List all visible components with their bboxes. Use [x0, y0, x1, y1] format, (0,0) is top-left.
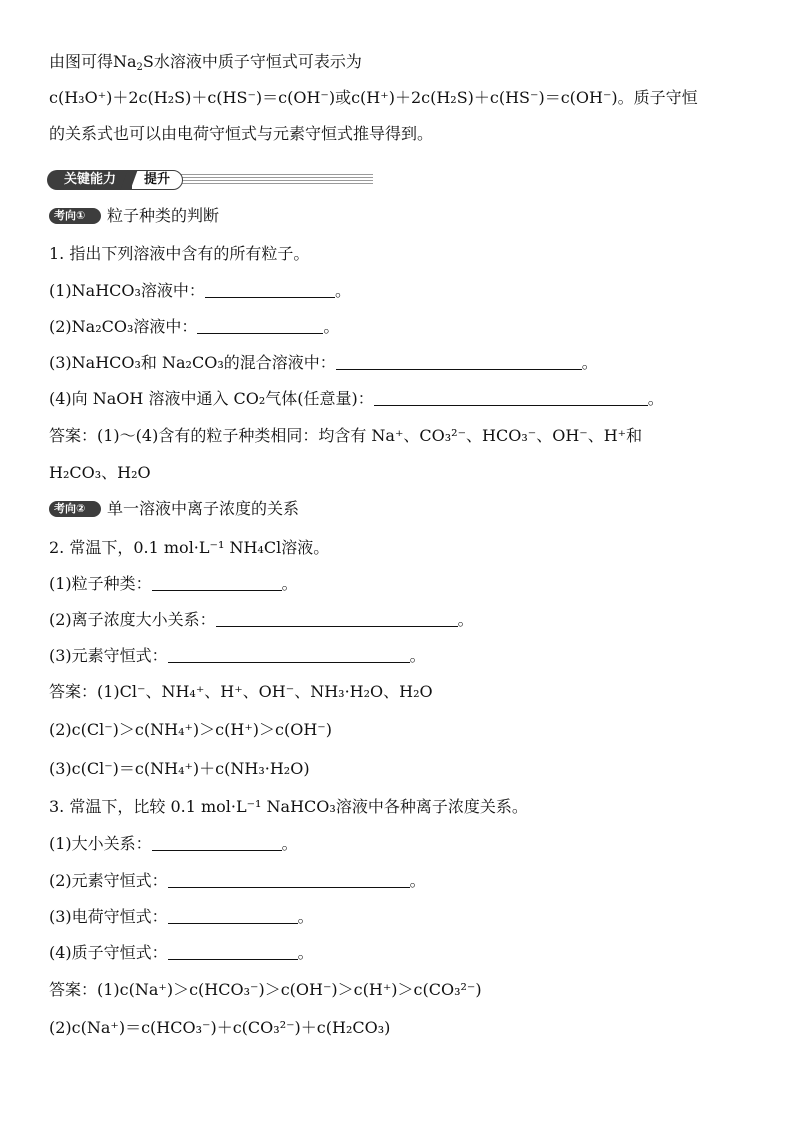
q2-answer-line-2: (2)c(Cl⁻)＞c(NH₄⁺)＞c(H⁺)＞c(OH⁻) — [49, 720, 332, 739]
q1-answer-line-1: 答案：(1)～(4)含有的粒子种类相同：均含有 Na⁺、CO₃²⁻、HCO₃⁻、OH⁻、H⁺和 — [49, 426, 643, 445]
q2-answer-line-1: 答案：(1)Cl⁻、NH₄⁺、H⁺、OH⁻、NH₃·H₂O、H₂O — [49, 682, 433, 701]
q1-part-2: (2)Na₂CO₃溶液中： 。 — [49, 317, 340, 336]
q3-stem: 3. 常温下，比较 0.1 mol·L⁻¹ NaHCO₃溶液中各种离子浓度关系。 — [49, 797, 528, 816]
answer-blank[interactable] — [152, 576, 282, 591]
answer-blank[interactable] — [152, 836, 282, 851]
answer-blank[interactable] — [197, 319, 323, 334]
answer-blank[interactable] — [336, 355, 582, 370]
q2-stem: 2. 常温下，0.1 mol·L⁻¹ NH₄Cl溶液。 — [49, 538, 330, 557]
direction-1-title: 粒子种类的判断 — [107, 206, 220, 225]
intro-line-1: 由图可得$Na_2S$水溶液中质子守恒式可表示为 — [49, 52, 362, 73]
q2-part-2: (2)离子浓度大小关系： 。 — [49, 610, 474, 629]
q3-part-3: (3)电荷守恒式： 。 — [49, 907, 314, 926]
direction-2-pill: 考向② — [49, 501, 101, 517]
answer-blank[interactable] — [216, 612, 458, 627]
answer-blank[interactable] — [168, 873, 410, 888]
answer-blank[interactable] — [374, 391, 648, 406]
q3-part-1: (1)大小关系： 。 — [49, 834, 298, 853]
direction-1-pill: 考向① — [49, 208, 101, 224]
direction-2-title: 单一溶液中离子浓度的关系 — [107, 499, 300, 518]
key-ability-banner — [47, 170, 373, 190]
banner-label-primary: 关键能力 — [47, 170, 133, 190]
q1-part-4: (4)向 NaOH 溶液中通入 CO₂气体(任意量)： 。 — [49, 389, 664, 408]
answer-blank[interactable] — [168, 648, 410, 663]
q1-part-1: (1)NaHCO₃溶液中： 。 — [49, 281, 351, 300]
q3-answer-line-1: 答案：(1)c(Na⁺)＞c(HCO₃⁻)＞c(OH⁻)＞c(H⁺)＞c(CO₃²⁻) — [49, 980, 482, 999]
q2-part-3: (3)元素守恒式： 。 — [49, 646, 426, 665]
answer-blank[interactable] — [205, 283, 335, 298]
banner-label-secondary: 提升 — [131, 170, 183, 190]
answer-blank[interactable] — [168, 909, 298, 924]
intro-line-3: 的关系式也可以由电荷守恒式与元素守恒式推导得到。 — [49, 124, 434, 143]
banner-rule — [179, 174, 373, 186]
q3-part-2: (2)元素守恒式： 。 — [49, 871, 426, 890]
intro-line-2: c(H₃O⁺)＋2c(H₂S)＋c(HS⁻)＝c(OH⁻)或c(H⁺)＋2c(H₂S)＋c(HS⁻)＝c(OH⁻)。质子守恒 — [49, 88, 698, 107]
q1-part-3: (3)NaHCO₃和 Na₂CO₃的混合溶液中： 。 — [49, 353, 598, 372]
q1-stem: 1. 指出下列溶液中含有的所有粒子。 — [49, 244, 310, 263]
q2-answer-line-3: (3)c(Cl⁻)＝c(NH₄⁺)＋c(NH₃·H₂O) — [49, 759, 310, 778]
q2-part-1: (1)粒子种类： 。 — [49, 574, 298, 593]
q3-answer-line-2: (2)c(Na⁺)＝c(HCO₃⁻)＋c(CO₃²⁻)＋c(H₂CO₃) — [49, 1018, 391, 1037]
q1-answer-line-2: H₂CO₃、H₂O — [49, 463, 151, 482]
q3-part-4: (4)质子守恒式： 。 — [49, 943, 314, 962]
answer-blank[interactable] — [168, 945, 298, 960]
